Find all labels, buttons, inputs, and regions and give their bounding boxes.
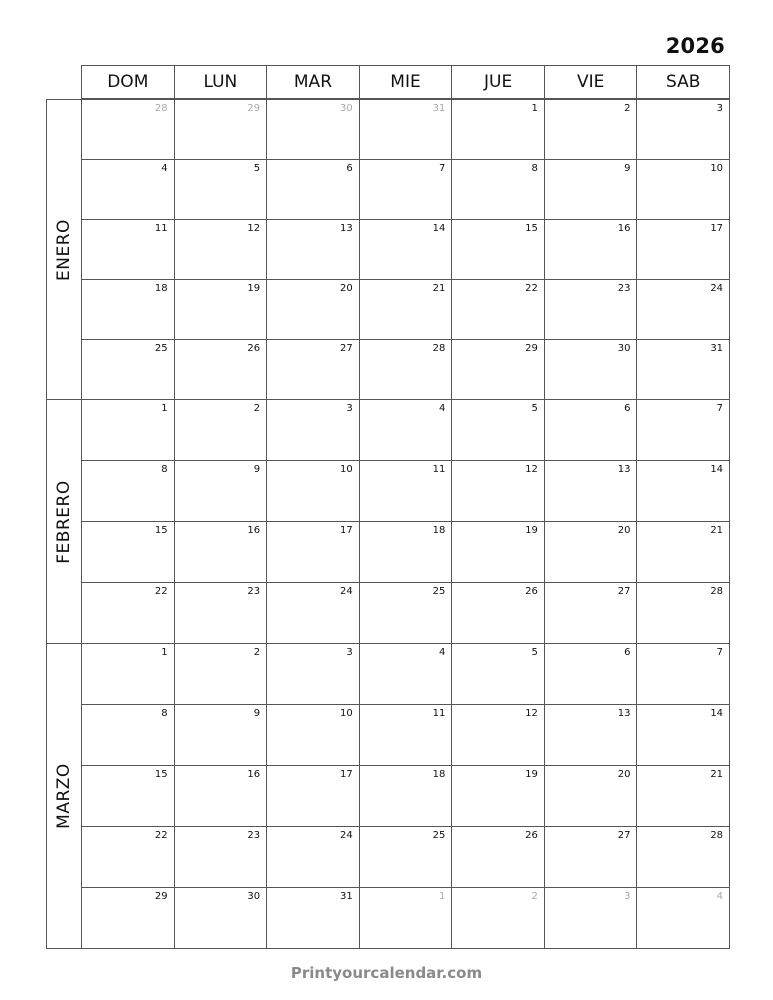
- footer-brand: Printyourcalendar.com: [290, 964, 483, 982]
- day-number: 4: [438, 647, 446, 658]
- day-cell: [451, 220, 544, 279]
- day-cell: [636, 400, 729, 460]
- month-label-cell: [47, 644, 82, 948]
- day-cell: [636, 766, 729, 826]
- day-cell: [544, 160, 637, 219]
- day-number: 13: [617, 708, 631, 719]
- day-number: 15: [154, 769, 168, 780]
- day-number: 9: [253, 708, 261, 719]
- month-label: ENERO: [54, 218, 74, 281]
- day-number: 21: [432, 283, 446, 294]
- day-cell: [174, 583, 267, 643]
- day-cell: [266, 888, 359, 948]
- day-cell: [266, 340, 359, 399]
- day-cell: [451, 280, 544, 339]
- day-cell: [359, 827, 452, 887]
- day-cell: [266, 280, 359, 339]
- day-cell: [636, 827, 729, 887]
- day-cell: [266, 522, 359, 582]
- day-number: 5: [253, 163, 261, 174]
- weekday-fri: VIE: [544, 66, 637, 98]
- day-cell-outside-month: [451, 888, 544, 948]
- week-row: [82, 100, 729, 159]
- week-row: [82, 582, 729, 643]
- weekday-mon: LUN: [174, 66, 267, 98]
- day-number: 8: [161, 464, 168, 475]
- day-number: 2: [531, 891, 538, 902]
- day-cell: [174, 400, 267, 460]
- day-cell: [544, 100, 637, 159]
- day-number: 4: [716, 891, 724, 902]
- day-number: 27: [340, 343, 353, 354]
- day-number: 29: [154, 891, 168, 902]
- day-number: 5: [531, 647, 538, 658]
- day-number: 19: [525, 525, 538, 536]
- day-cell: [636, 340, 729, 399]
- day-cell: [359, 461, 452, 521]
- day-cell: [544, 644, 637, 704]
- day-number: 3: [346, 403, 353, 414]
- week-row: [82, 887, 729, 948]
- day-cell: [359, 280, 452, 339]
- day-number: 12: [525, 464, 538, 475]
- weekday-sat: SAB: [636, 66, 729, 98]
- day-number: 26: [247, 343, 261, 354]
- day-number: 24: [710, 283, 724, 294]
- day-number: 27: [617, 586, 631, 597]
- day-cell: [359, 705, 452, 765]
- weekday-sun: DOM: [107, 72, 149, 92]
- day-number: 24: [340, 586, 353, 597]
- day-number: 2: [253, 403, 261, 414]
- day-cell: [266, 160, 359, 219]
- day-number: 25: [154, 343, 168, 354]
- day-number: 17: [340, 525, 353, 536]
- month-block-febrero: [46, 399, 730, 644]
- day-number: 30: [617, 343, 631, 354]
- day-cell: [82, 522, 174, 582]
- week-row: [82, 400, 729, 460]
- day-cell: [636, 705, 729, 765]
- day-cell: [266, 644, 359, 704]
- day-number: 30: [340, 103, 353, 114]
- week-row: [82, 219, 729, 279]
- day-cell: [82, 644, 174, 704]
- day-number: 30: [247, 891, 261, 902]
- week-row: [82, 339, 729, 399]
- day-number: 6: [624, 403, 631, 414]
- day-number: 3: [346, 647, 353, 658]
- day-cell: [359, 644, 452, 704]
- day-number: 9: [253, 464, 261, 475]
- day-cell: [451, 400, 544, 460]
- day-cell: [174, 340, 267, 399]
- day-number: 6: [346, 163, 353, 174]
- day-cell: [636, 583, 729, 643]
- weekday-thu: JUE: [451, 66, 544, 98]
- month-label: MARZO: [54, 763, 74, 829]
- day-cell: [82, 220, 174, 279]
- month-weeks: [82, 644, 729, 948]
- day-number: 29: [525, 343, 538, 354]
- day-number: 4: [438, 403, 446, 414]
- day-number: 18: [154, 283, 168, 294]
- day-number: 28: [710, 586, 724, 597]
- day-number: 22: [154, 830, 168, 841]
- day-cell: [174, 766, 267, 826]
- day-number: 20: [617, 769, 631, 780]
- day-number: 11: [432, 464, 446, 475]
- day-cell: [174, 522, 267, 582]
- day-cell: [82, 827, 174, 887]
- day-number: 7: [716, 647, 724, 658]
- day-number: 3: [716, 103, 724, 114]
- day-cell: [636, 280, 729, 339]
- day-cell: [544, 827, 637, 887]
- month-label: FEBRERO: [54, 479, 74, 564]
- day-number: 12: [247, 223, 261, 234]
- day-number: 20: [617, 525, 631, 536]
- day-number: 23: [247, 830, 261, 841]
- day-cell-outside-month: [266, 100, 359, 159]
- day-cell: [82, 766, 174, 826]
- weekday-wed: MIE: [359, 66, 452, 98]
- day-cell: [82, 160, 174, 219]
- week-row: [82, 159, 729, 219]
- day-number: 10: [710, 163, 724, 174]
- day-cell-outside-month: [544, 888, 637, 948]
- day-cell: [82, 888, 174, 948]
- day-cell: [82, 340, 174, 399]
- month-block-enero: [46, 99, 730, 400]
- month-weeks: [82, 100, 729, 399]
- day-number: 22: [525, 283, 538, 294]
- day-cell: [636, 220, 729, 279]
- day-number: 1: [161, 647, 168, 658]
- day-cell: [266, 400, 359, 460]
- week-row: [82, 644, 729, 704]
- day-number: 7: [438, 163, 446, 174]
- day-number: 14: [432, 223, 446, 234]
- weekday-tue: MAR: [266, 66, 359, 98]
- day-number: 28: [432, 343, 446, 354]
- day-number: 10: [340, 464, 353, 475]
- day-number: 13: [340, 223, 353, 234]
- day-number: 17: [710, 223, 724, 234]
- week-row: [82, 826, 729, 887]
- day-number: 31: [710, 343, 724, 354]
- day-cell: [636, 160, 729, 219]
- day-number: 2: [253, 647, 261, 658]
- day-cell: [451, 100, 544, 159]
- day-number: 1: [161, 403, 168, 414]
- day-cell: [451, 583, 544, 643]
- day-number: 20: [340, 283, 353, 294]
- day-number: 27: [617, 830, 631, 841]
- day-cell: [359, 766, 452, 826]
- day-number: 24: [340, 830, 353, 841]
- day-number: 25: [432, 586, 446, 597]
- day-cell: [359, 583, 452, 643]
- day-cell: [266, 583, 359, 643]
- day-number: 11: [432, 708, 446, 719]
- week-row: [82, 521, 729, 582]
- day-cell: [544, 766, 637, 826]
- day-cell: [174, 888, 267, 948]
- week-row: [82, 704, 729, 765]
- day-number: 21: [710, 769, 724, 780]
- day-number: 6: [624, 647, 631, 658]
- day-cell: [544, 280, 637, 339]
- day-cell: [359, 400, 452, 460]
- day-number: 29: [247, 103, 261, 114]
- day-number: 4: [161, 163, 168, 174]
- day-cell: [544, 461, 637, 521]
- day-number: 9: [624, 163, 631, 174]
- weekday-header: [81, 65, 730, 99]
- day-cell: [174, 280, 267, 339]
- day-number: 16: [247, 525, 261, 536]
- day-cell: [174, 160, 267, 219]
- day-cell: [451, 461, 544, 521]
- day-cell-outside-month: [359, 100, 452, 159]
- day-number: 1: [531, 103, 538, 114]
- day-cell: [451, 644, 544, 704]
- day-cell: [451, 340, 544, 399]
- day-number: 31: [340, 891, 353, 902]
- day-cell: [451, 160, 544, 219]
- day-number: 26: [525, 830, 538, 841]
- day-cell: [174, 644, 267, 704]
- day-cell: [544, 220, 637, 279]
- day-cell: [359, 220, 452, 279]
- day-number: 19: [525, 769, 538, 780]
- day-number: 28: [710, 830, 724, 841]
- day-number: 21: [710, 525, 724, 536]
- day-cell: [544, 705, 637, 765]
- day-number: 31: [432, 103, 446, 114]
- day-number: 16: [617, 223, 631, 234]
- day-number: 28: [154, 103, 168, 114]
- day-number: 23: [617, 283, 631, 294]
- day-cell-outside-month: [636, 888, 729, 948]
- day-cell: [174, 827, 267, 887]
- day-cell: [82, 583, 174, 643]
- day-number: 18: [432, 769, 446, 780]
- day-cell: [636, 644, 729, 704]
- day-cell: [544, 583, 637, 643]
- week-row: [82, 460, 729, 521]
- day-number: 15: [154, 525, 168, 536]
- day-cell: [174, 705, 267, 765]
- year-title: 2026: [665, 34, 725, 58]
- day-cell: [266, 766, 359, 826]
- day-number: 3: [624, 891, 631, 902]
- day-cell: [359, 160, 452, 219]
- day-number: 14: [710, 708, 724, 719]
- day-cell: [451, 827, 544, 887]
- day-cell: [359, 340, 452, 399]
- day-cell-outside-month: [82, 100, 174, 159]
- day-number: 16: [247, 769, 261, 780]
- day-cell: [636, 100, 729, 159]
- day-number: 8: [531, 163, 538, 174]
- day-number: 19: [247, 283, 261, 294]
- day-number: 7: [716, 403, 724, 414]
- day-cell: [266, 705, 359, 765]
- day-cell: [544, 400, 637, 460]
- day-cell: [544, 340, 637, 399]
- day-cell: [266, 827, 359, 887]
- day-cell: [82, 461, 174, 521]
- day-cell: [451, 522, 544, 582]
- day-cell: [174, 220, 267, 279]
- day-cell: [359, 522, 452, 582]
- day-cell: [266, 461, 359, 521]
- month-label-cell: [47, 100, 82, 399]
- day-number: 10: [340, 708, 353, 719]
- day-number: 11: [154, 223, 168, 234]
- month-block-marzo: [46, 643, 730, 949]
- day-number: 22: [154, 586, 168, 597]
- day-number: 14: [710, 464, 724, 475]
- month-weeks: [82, 400, 729, 643]
- day-cell: [82, 705, 174, 765]
- day-number: 13: [617, 464, 631, 475]
- day-cell: [451, 705, 544, 765]
- day-number: 12: [525, 708, 538, 719]
- day-cell: [174, 461, 267, 521]
- day-number: 5: [531, 403, 538, 414]
- week-row: [82, 765, 729, 826]
- day-cell-outside-month: [174, 100, 267, 159]
- day-cell-outside-month: [359, 888, 452, 948]
- day-cell: [451, 766, 544, 826]
- day-cell: [636, 522, 729, 582]
- day-cell: [544, 522, 637, 582]
- day-number: 25: [432, 830, 446, 841]
- day-number: 17: [340, 769, 353, 780]
- day-number: 26: [525, 586, 538, 597]
- day-number: 15: [525, 223, 538, 234]
- day-number: 1: [438, 891, 446, 902]
- day-number: 8: [161, 708, 168, 719]
- month-label-cell: [47, 400, 82, 643]
- day-cell: [636, 461, 729, 521]
- day-number: 18: [432, 525, 446, 536]
- day-cell: [82, 400, 174, 460]
- day-number: 2: [624, 103, 631, 114]
- day-cell: [82, 280, 174, 339]
- day-cell: [266, 220, 359, 279]
- week-row: [82, 279, 729, 339]
- day-number: 23: [247, 586, 261, 597]
